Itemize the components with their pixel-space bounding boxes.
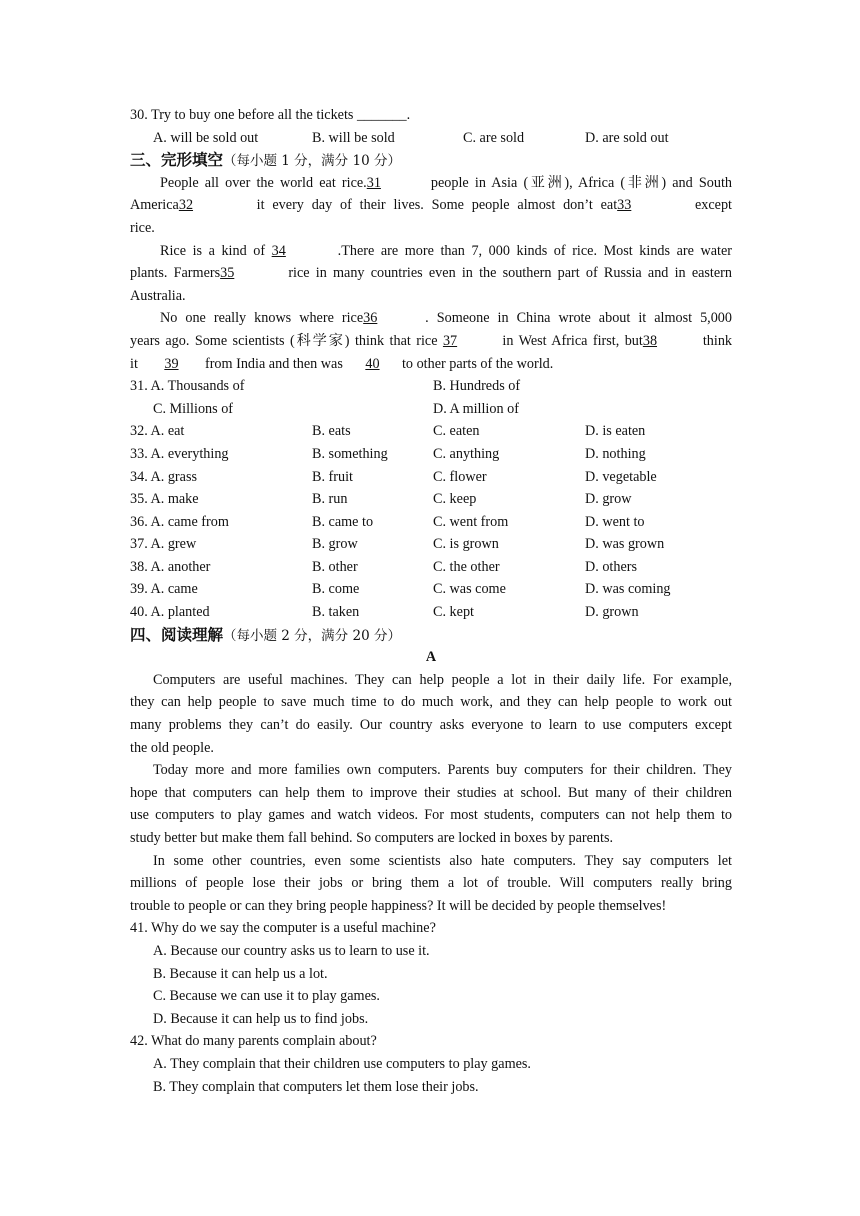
cloze-line bbox=[130, 330, 732, 353]
cloze-text: except bbox=[694, 197, 732, 214]
blank-33[interactable]: 33 bbox=[617, 197, 632, 214]
cloze-text: .There are more than 7, 000 kinds of rice. Most kinds are water bbox=[337, 242, 733, 259]
question-option-c[interactable]: C. flower bbox=[433, 468, 487, 485]
blank-37[interactable]: 37 bbox=[442, 332, 458, 349]
cloze-line bbox=[130, 194, 732, 217]
section-3-title: 三、完形填空 bbox=[130, 151, 224, 170]
blank-39[interactable]: 39 bbox=[164, 355, 179, 372]
cloze-question-list bbox=[130, 420, 732, 623]
cloze-text: No one really knows where rice bbox=[160, 310, 364, 327]
question-option-a[interactable]: 36. A. came from bbox=[130, 513, 229, 530]
blank-31[interactable]: 31 bbox=[366, 174, 381, 191]
section-4-heading bbox=[130, 624, 732, 647]
question-option-b[interactable]: B. something bbox=[312, 445, 388, 462]
q41-option-c[interactable]: C. Because we can use it to play games. bbox=[153, 988, 380, 1005]
blank-40[interactable]: 40 bbox=[365, 355, 380, 372]
cloze-text: think bbox=[702, 332, 733, 349]
question-option-a[interactable]: 32. A. eat bbox=[130, 423, 185, 440]
question-option-d[interactable]: D. grown bbox=[585, 604, 639, 621]
section-4-note: （每小题 2 分，满分 20 分） bbox=[223, 627, 401, 644]
blank-34[interactable]: 34 bbox=[271, 242, 286, 259]
cloze-line bbox=[130, 262, 732, 285]
q42-option-a[interactable]: A. They complain that their children use computers to play games. bbox=[153, 1055, 531, 1072]
question-41-stem: 41. Why do we say the computer is a useful machine? bbox=[130, 920, 436, 937]
section-4-title: 四、阅读理解 bbox=[130, 625, 224, 644]
question-option-d[interactable]: D. nothing bbox=[585, 445, 646, 462]
reading-line: the old people. bbox=[130, 739, 214, 756]
cloze-text: rice in many countries even in the southern part of Russia and in eastern bbox=[288, 265, 732, 282]
question-option-c[interactable]: C. went from bbox=[433, 513, 509, 530]
q41-option-a[interactable]: A. Because our country asks us to learn to use it. bbox=[153, 942, 430, 959]
question-option-c[interactable]: C. kept bbox=[433, 604, 474, 621]
cloze-question-row bbox=[130, 488, 732, 511]
reading-line: millions of people lose their jobs or bring them a lot of trouble. Will computers really bring bbox=[130, 875, 732, 892]
cloze-question-row bbox=[130, 511, 732, 534]
question-option-c[interactable]: C. anything bbox=[433, 445, 500, 462]
question-option-c[interactable]: C. keep bbox=[433, 491, 477, 508]
question-option-c[interactable]: C. is grown bbox=[433, 536, 499, 553]
cloze-question-row bbox=[130, 443, 732, 466]
cloze-text: years ago. Some scientists (科学家) think that rice bbox=[130, 332, 438, 349]
reading-line: study better but make them fall behind. So computers are locked in boxes by parents. bbox=[130, 830, 614, 846]
question-option-a[interactable]: 34. A. grass bbox=[130, 468, 197, 485]
question-option-a[interactable]: 40. A. planted bbox=[130, 604, 210, 621]
section-3-heading bbox=[130, 149, 732, 172]
cloze-text: People all over the world eat rice. bbox=[160, 174, 367, 191]
question-option-d[interactable]: D. vegetable bbox=[585, 468, 657, 485]
exam-page bbox=[130, 104, 732, 1098]
question-option-c[interactable]: C. eaten bbox=[433, 423, 480, 440]
passage-label: A bbox=[425, 649, 437, 666]
section-3-note: （每小题 1 分，满分 10 分） bbox=[223, 153, 401, 170]
cloze-text: people in Asia (亚洲), Africa (非洲) and South bbox=[430, 174, 733, 191]
q30-option-d[interactable]: D. are sold out bbox=[585, 129, 669, 146]
q41-option-b[interactable]: B. Because it can help us a lot. bbox=[153, 965, 328, 982]
question-option-d[interactable]: D. others bbox=[585, 558, 638, 575]
cloze-text: . Someone in China wrote about it almost 5,000 bbox=[425, 310, 732, 327]
cloze-line bbox=[130, 307, 732, 330]
question-option-c[interactable]: C. the other bbox=[433, 558, 500, 575]
question-30-options bbox=[130, 127, 732, 150]
reading-line: hope that computers can help them to improve their studies at school. But many of their children bbox=[130, 784, 732, 801]
question-42-stem: 42. What do many parents complain about? bbox=[130, 1033, 377, 1050]
reading-line: Computers are useful machines. They can help people a lot in their daily life. For example, bbox=[153, 671, 732, 688]
question-option-d[interactable]: D. is eaten bbox=[585, 423, 646, 440]
question-option-d[interactable]: D. was grown bbox=[585, 536, 665, 553]
question-option-c[interactable]: C. was come bbox=[433, 581, 506, 598]
cloze-text: in West Africa first, but bbox=[502, 332, 643, 349]
reading-line: Today more and more families own computers. Parents buy computers for their children. They bbox=[153, 762, 732, 779]
cloze-question-row bbox=[130, 533, 732, 556]
question-31-row-1 bbox=[130, 375, 732, 398]
question-option-b[interactable]: B. fruit bbox=[312, 468, 353, 485]
q41-option-d[interactable]: D. Because it can help us to find jobs. bbox=[153, 1010, 369, 1027]
cloze-line: Australia. bbox=[130, 287, 186, 304]
cloze-line bbox=[130, 172, 732, 195]
question-option-d[interactable]: D. went to bbox=[585, 513, 645, 530]
cloze-text: America bbox=[130, 197, 179, 214]
question-option-b[interactable]: B. run bbox=[312, 491, 348, 508]
cloze-text: plants. Farmers bbox=[130, 265, 221, 282]
reading-line: use computers to play games and watch videos. For most students, computers can not help them to bbox=[130, 807, 732, 824]
reading-passage bbox=[130, 669, 732, 918]
question-31-row-2 bbox=[130, 398, 732, 421]
cloze-question-row bbox=[130, 601, 732, 624]
blank-35[interactable]: 35 bbox=[220, 265, 235, 282]
blank-32[interactable]: 32 bbox=[178, 197, 194, 214]
reading-line: they can help people to save much time to do much work, and they can help people to work out bbox=[130, 694, 732, 711]
cloze-text: from India and then was bbox=[204, 355, 343, 372]
q42-option-b[interactable]: B. They complain that computers let them lose their jobs. bbox=[153, 1078, 479, 1095]
cloze-question-row bbox=[130, 420, 732, 443]
question-option-d[interactable]: D. was coming bbox=[585, 581, 671, 598]
blank-36[interactable]: 36 bbox=[363, 310, 378, 327]
q30-option-b[interactable]: B. will be sold bbox=[312, 129, 395, 146]
cloze-text: to other parts of the world. bbox=[401, 355, 554, 372]
reading-line: In some other countries, even some scientists also hate computers. They say computers let bbox=[153, 852, 732, 869]
question-option-b[interactable]: B. other bbox=[312, 558, 358, 575]
question-option-a[interactable]: 38. A. another bbox=[130, 558, 211, 575]
question-option-d[interactable]: D. grow bbox=[585, 491, 632, 508]
cloze-line bbox=[130, 353, 732, 376]
question-option-b[interactable]: B. eats bbox=[312, 423, 351, 440]
reading-line: trouble to people or can they bring people happiness? It will be decided by people themselves! bbox=[130, 897, 667, 914]
cloze-text: it every day of their lives. Some people almost don’t eat bbox=[256, 197, 618, 214]
cloze-text: it bbox=[130, 355, 138, 372]
question-option-a[interactable]: 33. A. everything bbox=[130, 445, 229, 462]
q31-option-d[interactable]: D. A million of bbox=[433, 400, 519, 417]
q31-option-a[interactable]: 31. A. Thousands of bbox=[130, 378, 245, 395]
cloze-line: rice. bbox=[130, 219, 155, 236]
cloze-question-row bbox=[130, 556, 732, 579]
blank-38[interactable]: 38 bbox=[642, 332, 658, 349]
reading-line: many problems they can’t do easily. Our country asks everyone to learn to use computers except bbox=[130, 717, 732, 734]
question-option-a[interactable]: 37. A. grew bbox=[130, 536, 197, 553]
q31-option-c[interactable]: C. Millions of bbox=[153, 400, 234, 417]
q30-option-a[interactable]: A. will be sold out bbox=[153, 129, 259, 146]
question-option-b[interactable]: B. grow bbox=[312, 536, 358, 553]
question-option-b[interactable]: B. came to bbox=[312, 513, 374, 530]
question-option-b[interactable]: B. taken bbox=[312, 604, 360, 621]
question-option-a[interactable]: 39. A. came bbox=[130, 581, 198, 598]
cloze-line bbox=[130, 240, 732, 263]
question-option-a[interactable]: 35. A. make bbox=[130, 491, 199, 508]
q31-option-b[interactable]: B. Hundreds of bbox=[433, 378, 521, 395]
q30-option-c[interactable]: C. are sold bbox=[463, 129, 525, 146]
question-option-b[interactable]: B. come bbox=[312, 581, 360, 598]
cloze-text: Rice is a kind of bbox=[160, 242, 266, 259]
cloze-question-row bbox=[130, 578, 732, 601]
question-30-stem: 30. Try to buy one before all the tickets _______. bbox=[130, 107, 411, 123]
cloze-question-row bbox=[130, 466, 732, 489]
